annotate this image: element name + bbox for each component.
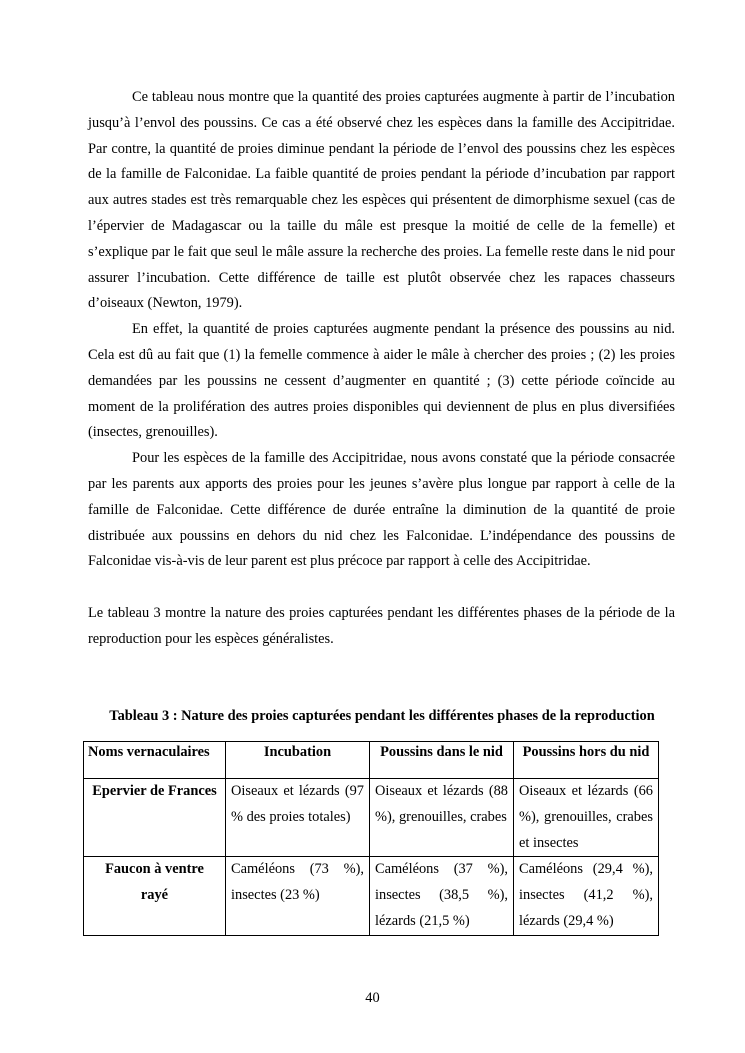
table-title: Tableau 3 : Nature des proies capturées pendant les différentes phases de la reproduction xyxy=(109,708,655,724)
header-cell: Incubation xyxy=(226,742,370,779)
table-header-row xyxy=(84,742,659,779)
header-cell: Noms vernaculaires xyxy=(84,742,226,779)
prey-table xyxy=(83,741,659,936)
body-text xyxy=(88,85,675,653)
table-cell: Oiseaux et lézards (66 %), grenouilles, crabes et insectes xyxy=(514,779,659,857)
paragraph-spacer xyxy=(88,575,675,601)
species-name-cell: Faucon à ventre rayé xyxy=(84,857,226,935)
table-cell: Oiseaux et lézards (97 % des proies totales) xyxy=(226,779,370,857)
page-number: 40 xyxy=(365,990,380,1006)
table-cell: Caméléons (73 %), insectes (23 %) xyxy=(226,857,370,935)
header-cell: Poussins hors du nid xyxy=(514,742,659,779)
paragraph-3: Pour les espèces de la famille des Accipitridae, nous avons constaté que la période consacrée par les parents aux apports des proies pour les jeunes s’avère plus longue par rapport à celle de la famille de Falconidae. Cette différence de durée entraîne la diminution de la quantité de proie distribuée aux poussins en dehors du nid chez les Falconidae. L’indépendance des poussins de Falconidae vis-à-vis de leur parent est plus précoce par rapport à celle des Accipitridae. xyxy=(88,450,675,570)
table-row xyxy=(84,857,659,935)
table-row xyxy=(84,779,659,857)
paragraph-4: Le tableau 3 montre la nature des proies capturées pendant les différentes phases de la période de la reproduction pour les espèces généralistes. xyxy=(88,604,675,647)
species-name-cell: Epervier de Frances xyxy=(84,779,226,857)
paragraph-2: En effet, la quantité de proies capturées augmente pendant la présence des poussins au nid. Cela est dû au fait que (1) la femelle commence à aider le mâle à chercher des proies ; (2) les proies demandées par les poussins ne cessent d’augmenter en quantité ; (3) cette période coïncide au moment de la prolifération des autres proies disponibles qui deviennent de plus en plus diversifiées (insectes, grenouilles). xyxy=(88,321,675,441)
table-cell: Oiseaux et lézards (88 %), grenouilles, crabes xyxy=(370,779,514,857)
table-cell: Caméléons (37 %), insectes (38,5 %), lézards (21,5 %) xyxy=(370,857,514,935)
paragraph-1: Ce tableau nous montre que la quantité des proies capturées augmente à partir de l’incubation jusqu’à l’envol des poussins. Ce cas a été observé chez les espèces dans la famille des Accipitridae. Par contre, la quantité de proies diminue pendant la période de l’envol des poussins chez les espèces de la famille de Falconidae. La faible quantité de proies pendant la période d’incubation par rapport aux autres stades est très remarquable chez les espèces qui présentent de dimorphisme sexuel (cas de l’épervier de Madagascar ou la taille du mâle est presque la moitié de celle de la femelle) et s’explique par le fait que seul le mâle assure la recherche des proies. La femelle reste dans le nid pour assurer l’incubation. Cette différence de taille est plutôt observée chez les rapaces chasseurs d’oiseaux (Newton, 1979). xyxy=(88,89,675,312)
header-cell: Poussins dans le nid xyxy=(370,742,514,779)
table-cell: Caméléons (29,4 %), insectes (41,2 %), lézards (29,4 %) xyxy=(514,857,659,935)
